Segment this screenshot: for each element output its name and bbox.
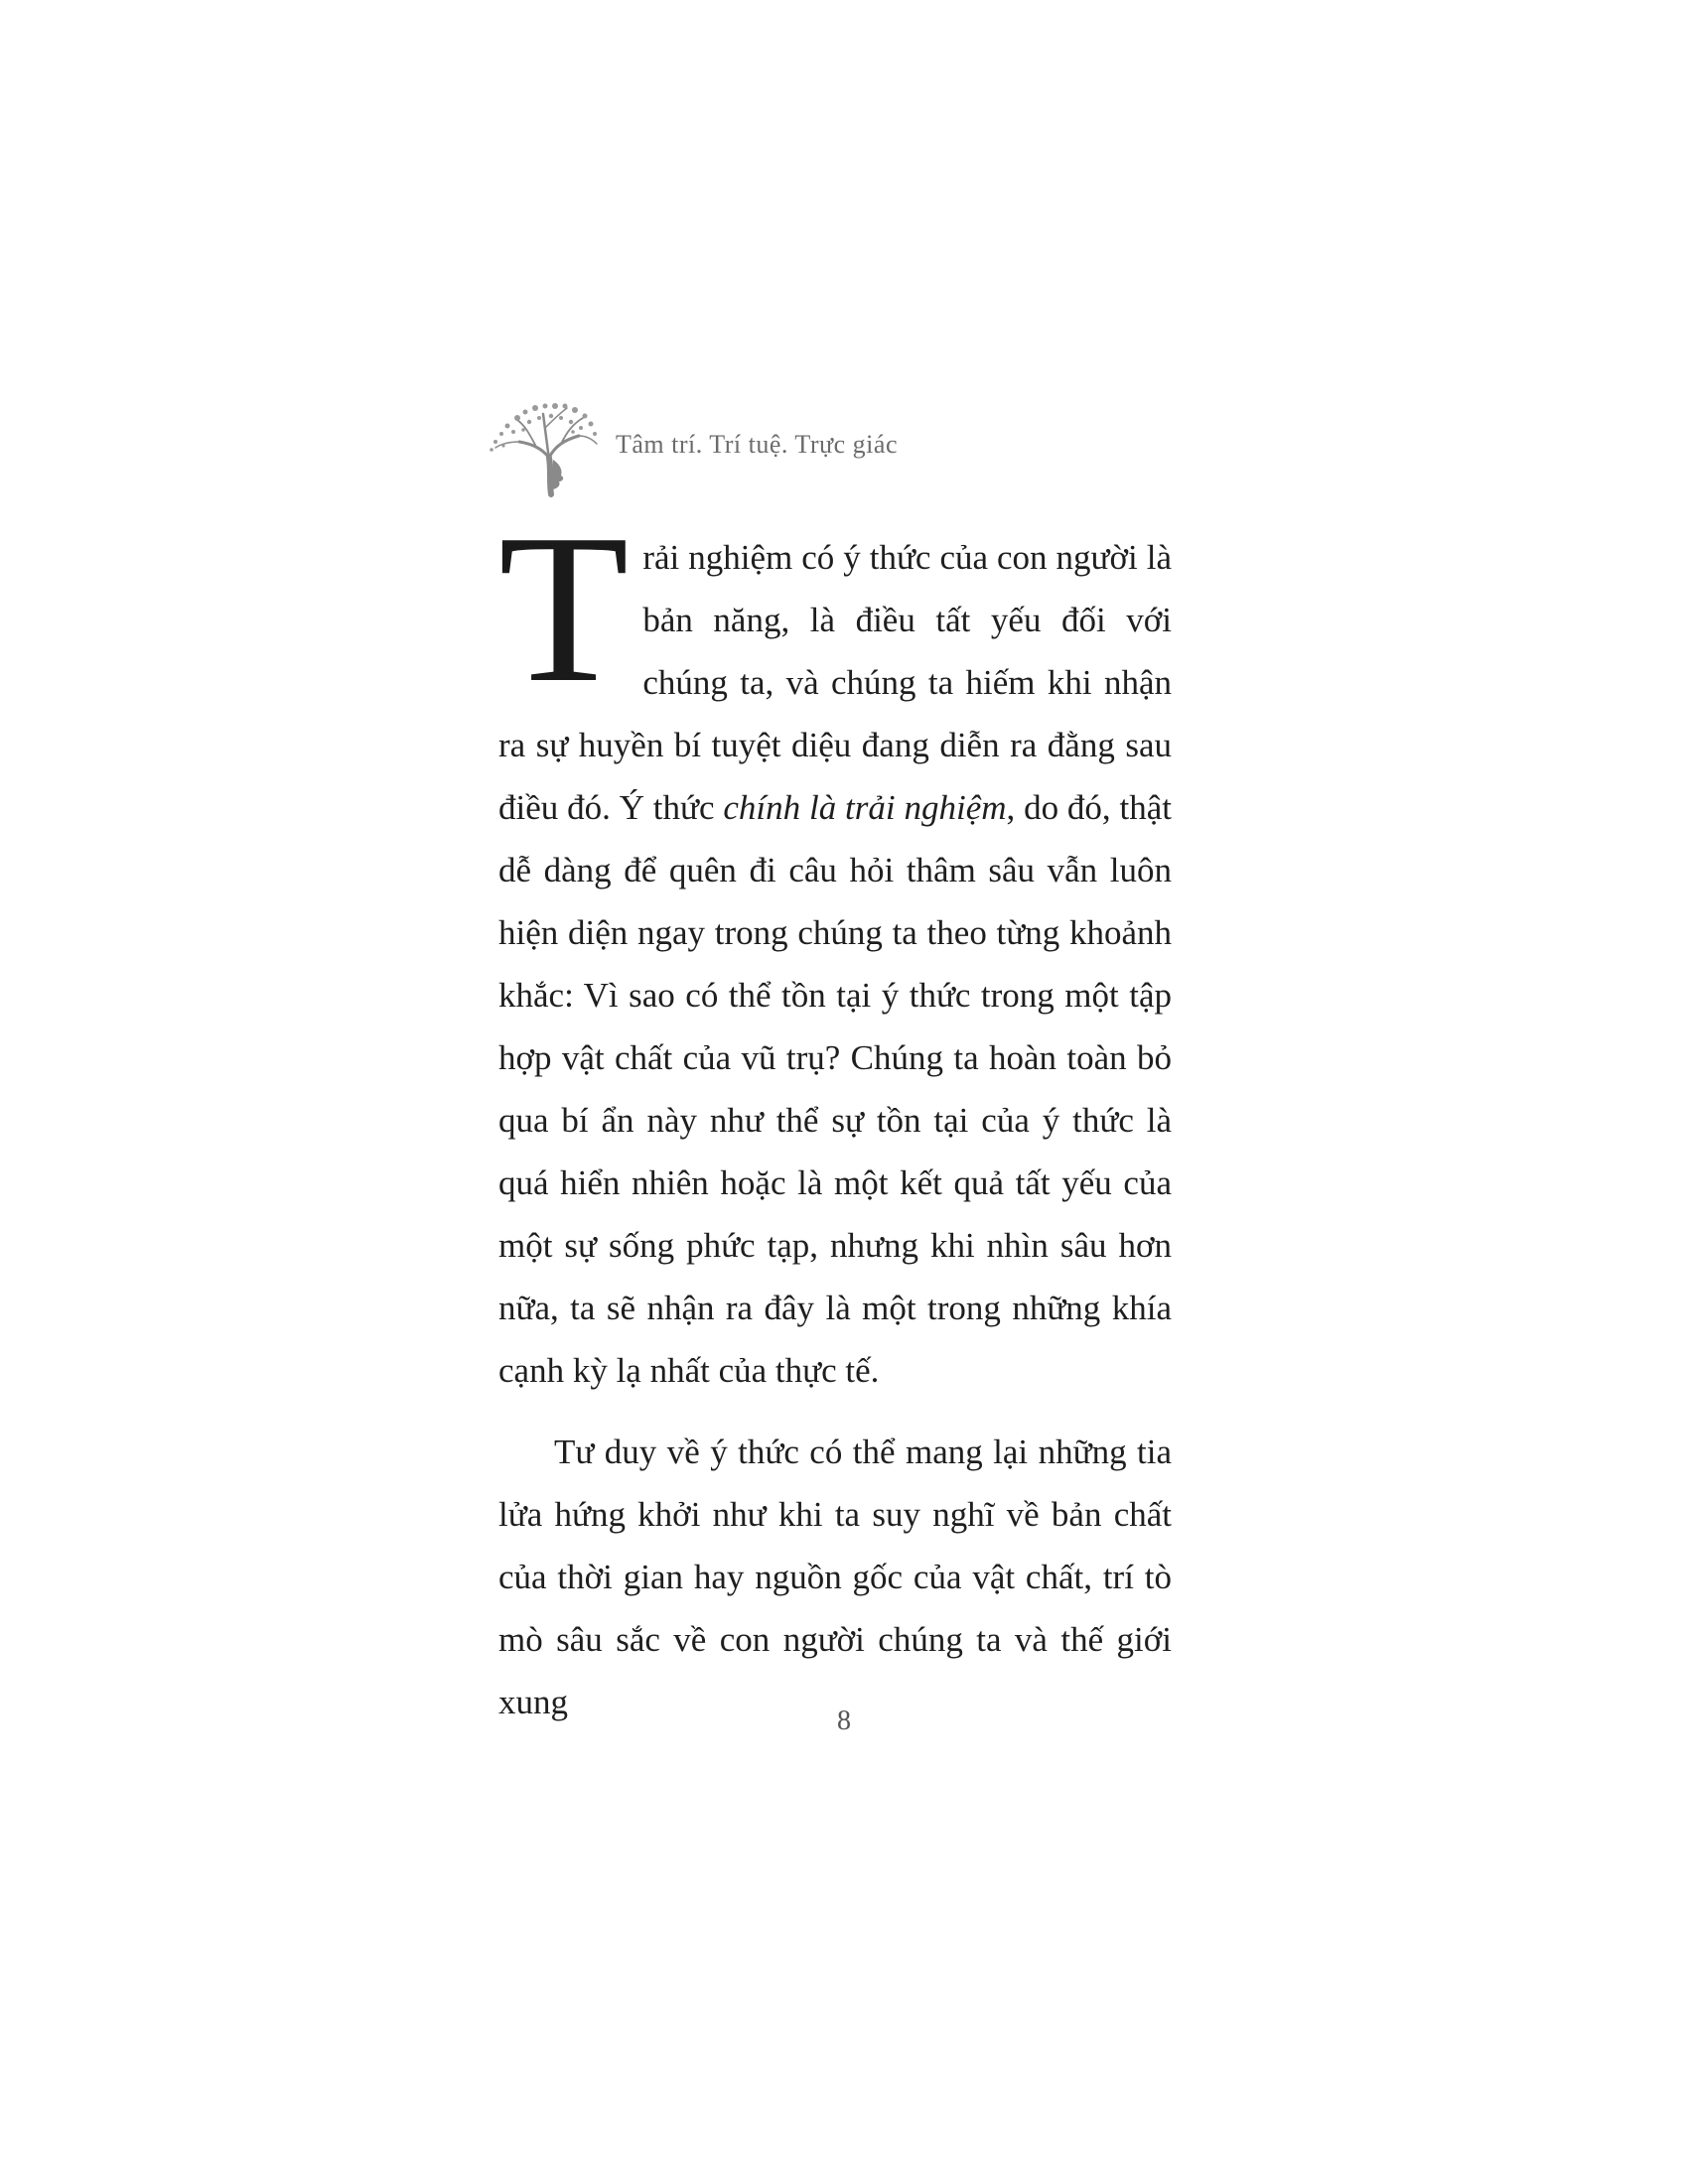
paragraph-1 xyxy=(498,489,1173,1402)
paragraph-1-italic: chính là trải nghiệm xyxy=(723,788,1007,827)
running-header xyxy=(490,400,1185,499)
paragraph-2: Tư duy về ý thức có thể mang lại những tia lửa hứng khởi như khi ta suy nghĩ về bản chất của thời gian hay nguồn gốc của vật chất, trí tò mò sâu sắc về con người chúng ta và thế giới xung xyxy=(498,1433,1172,1721)
paragraph-1-text-start: rải nghiệm có ý thức của con người là bản năng, là điều tất yếu đối với chúng ta, và chúng ta hiếm khi nhận ra sự huyền bí tuyệt diệu đang diễn ra đằng sau điều đó. Ý thức xyxy=(498,538,1172,827)
paragraph-1-text-end: , do đó, thật dễ dàng để quên đi câu hỏi thâm sâu vẫn luôn hiện diện ngay trong chúng ta theo từng khoảnh khắc: Vì sao có thể tồn tại ý thức trong một tập hợp vật chất của vũ trụ? Chúng ta hoàn toàn bỏ qua bí ẩn này như thể sự tồn tại của ý thức là quá hiển nhiên hoặc là một kết quả tất yếu của một sự sống phức tạp, nhưng khi nhìn sâu hơn nữa, ta sẽ nhận ra đây là một trong những khía cạnh kỳ lạ nhất của thực tế. xyxy=(498,788,1173,1390)
body-text xyxy=(498,489,1173,1733)
page-number: 8 xyxy=(837,1706,851,1736)
drop-cap: T xyxy=(498,489,630,727)
tree-head-icon xyxy=(490,400,599,499)
running-title: Tâm trí. Trí tuệ. Trực giác xyxy=(616,430,898,459)
